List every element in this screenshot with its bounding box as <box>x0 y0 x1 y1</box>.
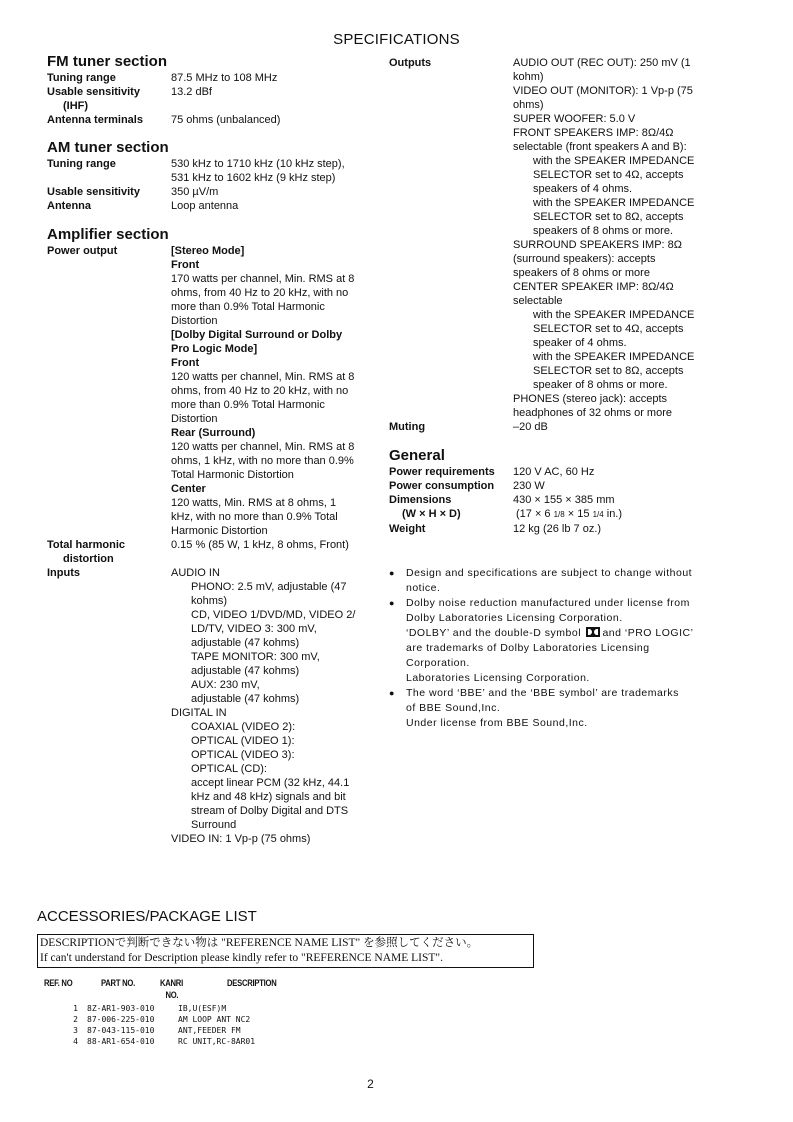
dims-value: 430 × 155 × 385 mm <box>513 494 615 506</box>
dims-inches-c: in.) <box>603 508 623 520</box>
col-header-ref-no: REF. NO <box>44 978 73 988</box>
am-sensitivity-label: Usable sensitivity <box>47 186 140 198</box>
accessories-heading: ACCESSORIES/PACKAGE LIST <box>37 908 257 925</box>
outputs-line: with the SPEAKER IMPEDANCE <box>533 155 695 167</box>
outputs-line: SUPER WOOFER: 5.0 V <box>513 113 636 125</box>
amp-thd-label-sub: distortion <box>63 553 114 565</box>
power-cons-row <box>389 479 719 493</box>
power-output-line: Distortion <box>171 413 218 425</box>
dims-inches-b: × 15 <box>564 508 593 520</box>
outputs-line: headphones of 32 ohms or more <box>513 407 672 419</box>
power-req-label: Power requirements <box>389 466 495 478</box>
am-antenna-value: Loop antenna <box>171 200 239 212</box>
weight-row <box>389 522 719 536</box>
power-output-line: Rear (Surround) <box>171 427 256 439</box>
note-2 <box>389 596 709 686</box>
dims-frac-1: 1/8 <box>553 510 565 519</box>
power-cons-label: Power consumption <box>389 480 495 492</box>
inputs-line: OPTICAL (CD): <box>191 763 267 775</box>
inputs-line: AUX: 230 mV, <box>191 679 260 691</box>
fm-sensitivity-value: 13.2 dBf <box>171 86 212 98</box>
power-output-line: kHz, with no more than 0.9% Total <box>171 511 338 523</box>
fm-sensitivity-label: Usable sensitivity <box>47 86 140 98</box>
part-no-cell: 87-006-225-010 <box>87 1015 155 1024</box>
inputs-line: LD/TV, VIDEO 3: 300 mV, <box>191 623 317 635</box>
note-3-line-2: of BBE Sound,Inc. <box>406 702 501 714</box>
power-output-line: Pro Logic Mode] <box>171 343 258 355</box>
weight-label: Weight <box>389 523 426 535</box>
power-output-line: more than 0.9% Total Harmonic <box>171 399 325 411</box>
outputs-label: Outputs <box>389 57 432 69</box>
notes <box>389 566 709 731</box>
note-3-line-1: The word ‘BBE’ and the ‘BBE symbol’ are trademarks <box>406 687 679 699</box>
description-cell: AM LOOP ANT NC2 <box>178 1015 251 1024</box>
dims-row <box>389 493 719 507</box>
ref-no-cell: 2 <box>73 1015 78 1024</box>
outputs-line: speakers of 8 ohms or more <box>513 267 650 279</box>
am-heading: AM tuner section <box>47 139 169 156</box>
outputs-value <box>513 56 719 420</box>
inputs-line: OPTICAL (VIDEO 3): <box>191 749 295 761</box>
dims-label: Dimensions <box>389 494 452 506</box>
note-1-line-2: notice. <box>406 582 441 594</box>
inputs-line: kohms) <box>191 595 228 607</box>
note-2-line-4: are trademarks of Dolby Laboratories Licensing <box>406 642 650 654</box>
amp-thd-label: Total harmonic <box>47 539 126 551</box>
outputs-line: speaker of 8 ohms or more. <box>533 379 668 391</box>
inputs-line: stream of Dolby Digital and DTS <box>191 805 349 817</box>
power-output-line: 120 watts per channel, Min. RMS at 8 <box>171 441 355 453</box>
inputs-line: PHONO: 2.5 mV, adjustable (47 <box>191 581 347 593</box>
inputs-line: Surround <box>191 819 237 831</box>
outputs-line: SURROUND SPEAKERS IMP: 8Ω <box>513 239 682 251</box>
dolby-double-d-icon <box>586 627 600 637</box>
outputs-line: (surround speakers): accepts <box>513 253 656 265</box>
col-header-kanri <box>160 976 183 1002</box>
outputs-line: speakers of 4 ohms. <box>533 183 633 195</box>
amp-inputs-value <box>171 566 377 846</box>
power-output-line: [Stereo Mode] <box>171 245 245 257</box>
am-tuning-value-2: 531 kHz to 1602 kHz (9 kHz step) <box>171 172 336 184</box>
table-row <box>60 1003 378 1014</box>
power-output-line: Center <box>171 483 206 495</box>
outputs-line: kohm) <box>513 71 544 83</box>
outputs-line: with the SPEAKER IMPEDANCE <box>533 309 695 321</box>
outputs-line: speaker of 4 ohms. <box>533 337 627 349</box>
inputs-line: adjustable (47 kohms) <box>191 693 300 705</box>
accessories-table <box>60 1003 378 1047</box>
outputs-line: PHONES (stereo jack): accepts <box>513 393 668 405</box>
fm-antenna-row <box>47 113 377 127</box>
outputs-line: with the SPEAKER IMPEDANCE <box>533 197 695 209</box>
ref-no-cell: 4 <box>73 1037 78 1046</box>
note-1-line-1: Design and specifications are subject to change without <box>406 567 693 579</box>
bullet-icon: ● <box>389 598 395 608</box>
description-cell: ANT,FEEDER FM <box>178 1026 241 1035</box>
bullet-icon: ● <box>389 688 395 698</box>
note-1 <box>389 566 709 596</box>
page-title: SPECIFICATIONS <box>333 31 460 48</box>
fm-antenna-value: 75 ohms (unbalanced) <box>171 114 281 126</box>
note-2-line-6: Laboratories Licensing Corporation. <box>406 672 590 684</box>
power-output-line: Harmonic Distortion <box>171 525 268 537</box>
power-output-line: [Dolby Digital Surround or Dolby <box>171 329 343 341</box>
note-2-line-3a: ‘DOLBY’ and the double-D symbol <box>406 627 582 639</box>
col-header-description: DESCRIPTION <box>227 978 277 988</box>
general-heading: General <box>389 447 445 464</box>
fm-antenna-label: Antenna terminals <box>47 114 143 126</box>
inputs-line: kHz and 48 kHz) signals and bit <box>191 791 346 803</box>
outputs-line: speakers of 8 ohms or more. <box>533 225 674 237</box>
am-tuning-label: Tuning range <box>47 158 116 170</box>
am-tuning-row <box>47 157 377 185</box>
inputs-line: adjustable (47 kohms) <box>191 637 300 649</box>
reference-notice-line-1: DESCRIPTIONで判断できない物は "REFERENCE NAME LIST" を参照してください。 <box>40 937 479 949</box>
am-tuning-value-1: 530 kHz to 1710 kHz (10 kHz step), <box>171 158 345 170</box>
note-2-line-5: Corporation. <box>406 657 470 669</box>
table-row <box>60 1036 378 1047</box>
outputs-line: SELECTOR set to 8Ω, accepts <box>533 365 684 377</box>
dims-sub-row <box>389 507 719 522</box>
inputs-line: VIDEO IN: 1 Vp-p (75 ohms) <box>171 833 311 845</box>
part-no-cell: 8Z-AR1-903-010 <box>87 1004 155 1013</box>
outputs-line: SELECTOR set to 4Ω, accepts <box>533 323 684 335</box>
amp-thd-value: 0.15 % (85 W, 1 kHz, 8 ohms, Front) <box>171 539 349 551</box>
power-output-line: more than 0.9% Total Harmonic <box>171 301 325 313</box>
muting-value: –20 dB <box>513 421 548 433</box>
col-header-part-no: PART NO. <box>101 978 135 988</box>
muting-row <box>389 420 719 434</box>
note-2-line-1: Dolby noise reduction manufactured under license from <box>406 597 690 609</box>
inputs-line: AUDIO IN <box>171 567 220 579</box>
description-cell: IB,U(ESF)M <box>178 1004 227 1013</box>
ref-no-cell: 1 <box>73 1004 78 1013</box>
reference-notice-box <box>37 934 534 968</box>
muting-label: Muting <box>389 421 426 433</box>
table-row <box>60 1025 378 1036</box>
amp-power-value <box>171 244 377 538</box>
power-output-line: ohms, from 40 Hz to 20 kHz, with no <box>171 287 349 299</box>
note-2-line-3b: and ‘PRO LOGIC’ <box>602 627 694 639</box>
power-req-value: 120 V AC, 60 Hz <box>513 466 595 478</box>
inputs-line: TAPE MONITOR: 300 mV, <box>191 651 320 663</box>
amp-thd-row <box>47 538 377 566</box>
note-3-line-3: Under license from BBE Sound,Inc. <box>406 717 588 729</box>
power-output-line: Distortion <box>171 315 218 327</box>
dims-sub-label: (W × H × D) <box>402 508 461 520</box>
outputs-line: selectable (front speakers A and B): <box>513 141 687 153</box>
part-no-cell: 88-AR1-654-010 <box>87 1037 155 1046</box>
power-output-line: ohms, from 40 Hz to 20 kHz, with no <box>171 385 349 397</box>
right-column <box>389 56 719 536</box>
power-output-line: ohms, 1 kHz, with no more than 0.9% <box>171 455 354 467</box>
note-3 <box>389 686 709 731</box>
part-no-cell: 87-043-115-010 <box>87 1026 155 1035</box>
bullet-icon: ● <box>389 568 395 578</box>
outputs-row <box>389 56 719 420</box>
amp-inputs-row <box>47 566 377 846</box>
outputs-line: VIDEO OUT (MONITOR): 1 Vp-p (75 <box>513 85 693 97</box>
outputs-line: SELECTOR set to 4Ω, accepts <box>533 169 684 181</box>
power-output-line: 170 watts per channel, Min. RMS at 8 <box>171 273 355 285</box>
amp-inputs-label: Inputs <box>47 567 80 579</box>
fm-tuning-row <box>47 71 377 85</box>
table-row <box>60 1014 378 1025</box>
dims-sub-value <box>513 507 719 522</box>
power-output-line: Front <box>171 357 200 369</box>
outputs-line: FRONT SPEAKERS IMP: 8Ω/4Ω <box>513 127 674 139</box>
inputs-line: accept linear PCM (32 kHz, 44.1 <box>191 777 350 789</box>
power-output-line: Front <box>171 259 200 271</box>
outputs-line: with the SPEAKER IMPEDANCE <box>533 351 695 363</box>
fm-sensitivity-row <box>47 85 377 113</box>
power-output-line: 120 watts per channel, Min. RMS at 8 <box>171 371 355 383</box>
am-sensitivity-row <box>47 185 377 199</box>
description-cell: RC UNIT,RC-8AR01 <box>178 1037 256 1046</box>
reference-notice-line-2: If can't understand for Description please kindly refer to "REFERENCE NAME LIST". <box>40 952 444 964</box>
fm-tuning-label: Tuning range <box>47 72 116 84</box>
am-sensitivity-value: 350 µV/m <box>171 186 219 198</box>
inputs-line: CD, VIDEO 1/DVD/MD, VIDEO 2/ <box>191 609 356 621</box>
page-number: 2 <box>367 1077 374 1091</box>
col-header-kanri-2: NO. <box>165 990 179 1000</box>
outputs-line: CENTER SPEAKER IMP: 8Ω/4Ω <box>513 281 674 293</box>
ref-no-cell: 3 <box>73 1026 78 1035</box>
inputs-line: DIGITAL IN <box>171 707 227 719</box>
amp-power-row <box>47 244 377 538</box>
note-2-line-3 <box>406 626 693 641</box>
outputs-line: SELECTOR set to 8Ω, accepts <box>533 211 684 223</box>
fm-tuning-value: 87.5 MHz to 108 MHz <box>171 72 278 84</box>
power-cons-value: 230 W <box>513 480 545 492</box>
inputs-line: OPTICAL (VIDEO 1): <box>191 735 295 747</box>
am-antenna-row <box>47 199 377 213</box>
col-header-kanri-1: KANRI <box>160 978 183 988</box>
dims-inches-a: (17 × 6 <box>516 508 554 520</box>
inputs-line: adjustable (47 kohms) <box>191 665 300 677</box>
power-output-line: Total Harmonic Distortion <box>171 469 294 481</box>
outputs-line: ohms) <box>513 99 544 111</box>
power-output-line: 120 watts, Min. RMS at 8 ohms, 1 <box>171 497 337 509</box>
am-antenna-label: Antenna <box>47 200 91 212</box>
dims-frac-2: 1/4 <box>592 510 604 519</box>
outputs-line: AUDIO OUT (REC OUT): 250 mV (1 <box>513 57 691 69</box>
power-req-row <box>389 465 719 479</box>
fm-sensitivity-label-sub: (IHF) <box>63 100 89 112</box>
fm-heading: FM tuner section <box>47 53 168 70</box>
inputs-line: COAXIAL (VIDEO 2): <box>191 721 296 733</box>
weight-value: 12 kg (26 lb 7 oz.) <box>513 523 602 535</box>
amp-heading: Amplifier section <box>47 226 169 243</box>
left-column <box>47 53 377 846</box>
amp-power-label: Power output <box>47 245 118 257</box>
outputs-line: selectable <box>513 295 563 307</box>
note-2-line-2: Dolby Laboratories Licensing Corporation. <box>406 612 623 624</box>
